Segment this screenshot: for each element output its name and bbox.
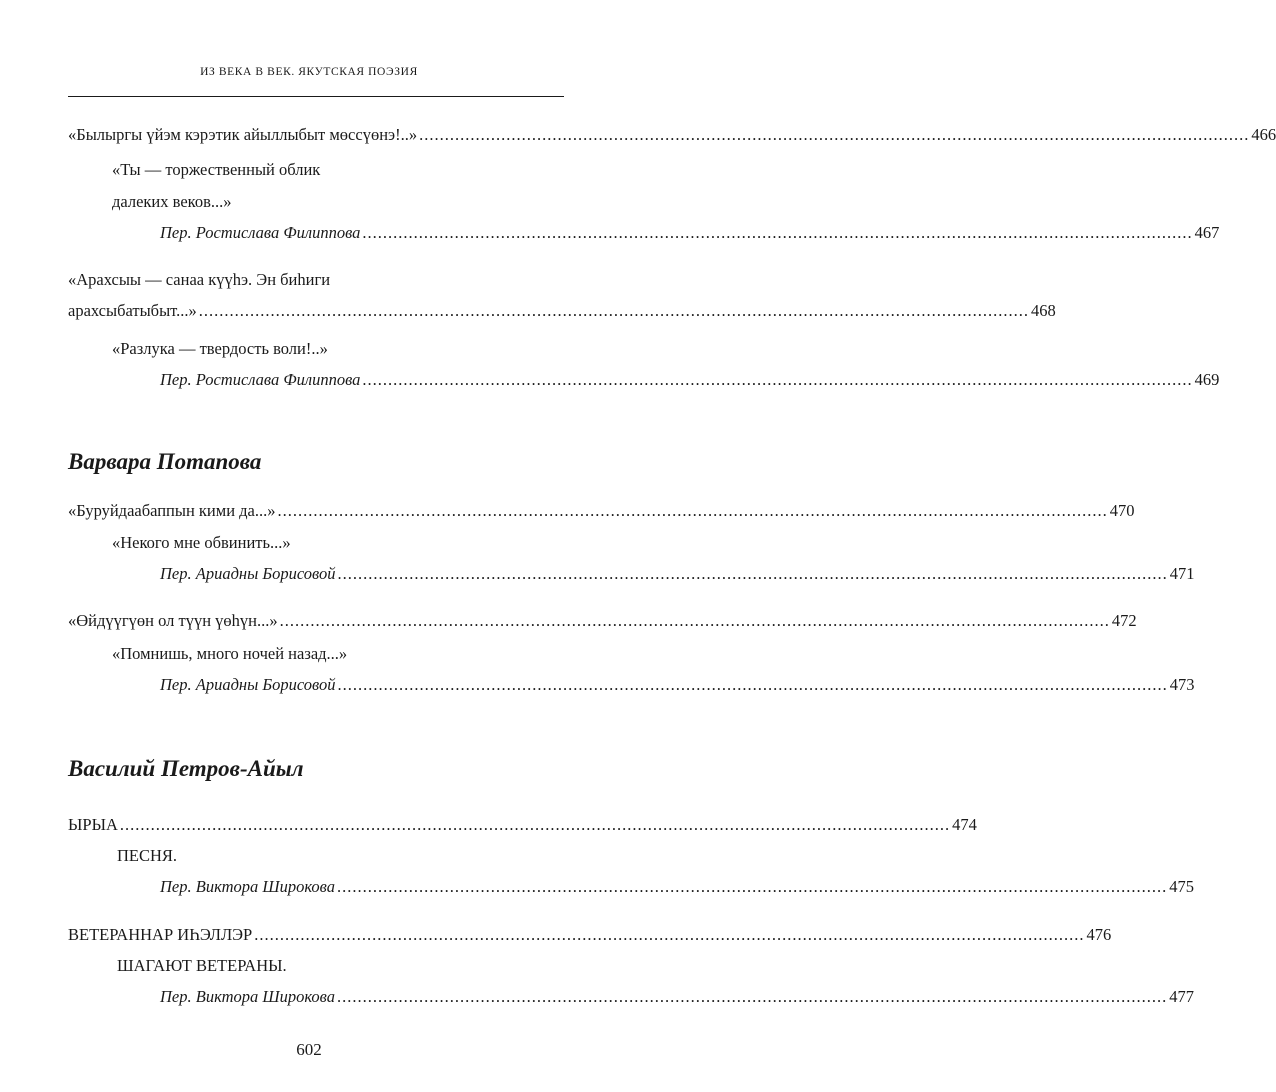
toc-translator-475	[160, 876, 1194, 898]
toc-page-number: 477	[1169, 987, 1194, 1006]
toc-entry-472	[68, 610, 1137, 632]
toc-leader-dots: ..................................................................................................................................................................	[119, 815, 951, 834]
toc-entry-title: «Помнишь, много ночей назад...»	[112, 644, 348, 663]
toc-page-number: 469	[1194, 370, 1220, 389]
toc-page-number: 468	[1031, 301, 1056, 320]
toc-leader-dots: ..................................................................................................................................................................	[362, 370, 1193, 389]
toc-entry-title: ЫРЫА	[68, 815, 118, 834]
toc-translator: Пер. Виктора Широкова	[160, 877, 335, 896]
toc-entry-466	[68, 124, 1276, 146]
toc-entry-title: ШАГАЮТ ВЕТЕРАНЫ.	[117, 956, 287, 975]
toc-page-number: 474	[952, 815, 977, 834]
toc-entry-title: «Былыргы үйэм кэрэтик айыллыбыт мөссүөнэ!..»	[68, 125, 418, 144]
toc-leader-dots: ..................................................................................................................................................................	[198, 301, 1029, 320]
toc-translator-477	[160, 986, 1194, 1008]
toc-leader-dots: ..................................................................................................................................................................	[254, 925, 1085, 944]
running-header: ИЗ ВЕКА В ВЕК. ЯКУТСКАЯ ПОЭЗИЯ	[200, 66, 418, 78]
author-heading: Варвара Потапова	[68, 449, 262, 474]
toc-translator-467	[160, 222, 1220, 244]
toc-leader-dots: ..................................................................................................................................................................	[337, 675, 1168, 694]
toc-page-number: 467	[1194, 223, 1220, 242]
toc-entry-title: «Арахсыы — санаа күүһэ. Эн биһиги	[68, 270, 331, 289]
toc-translator: Пер. Ростислава Филиппова	[160, 223, 361, 242]
toc-translator: Пер. Ростислава Филиппова	[160, 370, 361, 389]
toc-leader-dots: ..................................................................................................................................................................	[337, 564, 1168, 583]
toc-leader-dots: ..................................................................................................................................................................	[279, 611, 1110, 630]
author-heading: Василий Петров-Айыл	[68, 756, 304, 781]
toc-page-number: 476	[1086, 925, 1112, 944]
toc-page-number: 470	[1109, 501, 1135, 520]
toc-page-number: 472	[1111, 611, 1137, 630]
toc-translator: Пер. Ариадны Борисовой	[160, 675, 336, 694]
toc-entry-468	[68, 300, 1056, 322]
toc-translator: Пер. Ариадны Борисовой	[160, 564, 336, 583]
page-number: 602	[296, 1040, 322, 1059]
toc-page-number: 473	[1169, 675, 1195, 694]
toc-leader-dots: ..................................................................................................................................................................	[336, 987, 1168, 1006]
toc-translator-471	[160, 563, 1195, 585]
toc-entry-title: «Буруйдаабаппын кими да...»	[68, 501, 276, 520]
toc-leader-dots: ..................................................................................................................................................................	[419, 125, 1250, 144]
toc-entry-title: «Разлука — твердость воли!..»	[112, 339, 328, 358]
toc-leader-dots: ..................................................................................................................................................................	[336, 877, 1168, 896]
toc-entry-title: ПЕСНЯ.	[117, 846, 178, 865]
toc-entry-476	[68, 924, 1112, 946]
toc-page-number: 466	[1251, 125, 1276, 144]
toc-entry-title: «Ты — торжественный облик	[112, 160, 321, 179]
toc-page-number: 471	[1169, 564, 1195, 583]
toc-entry-title: «Некого мне обвинить...»	[112, 533, 291, 552]
toc-entry-title: ВЕТЕРАННАР ИҺЭЛЛЭР	[68, 925, 253, 944]
toc-translator: Пер. Виктора Широкова	[160, 987, 335, 1006]
toc-entry-474	[68, 814, 977, 836]
toc-translator-469	[160, 369, 1220, 391]
header-rule	[68, 96, 564, 97]
toc-entry-title: далеких веков...»	[112, 192, 232, 211]
toc-leader-dots: ..................................................................................................................................................................	[277, 501, 1108, 520]
toc-leader-dots: ..................................................................................................................................................................	[362, 223, 1193, 242]
toc-page-number: 475	[1169, 877, 1194, 896]
toc-entry-title: арахсыбатыбыт...»	[68, 301, 197, 320]
toc-entry-470	[68, 500, 1135, 522]
toc-translator-473	[160, 674, 1195, 696]
toc-entry-title: «Өйдүүгүөн ол түүн үөһүн...»	[68, 611, 278, 630]
